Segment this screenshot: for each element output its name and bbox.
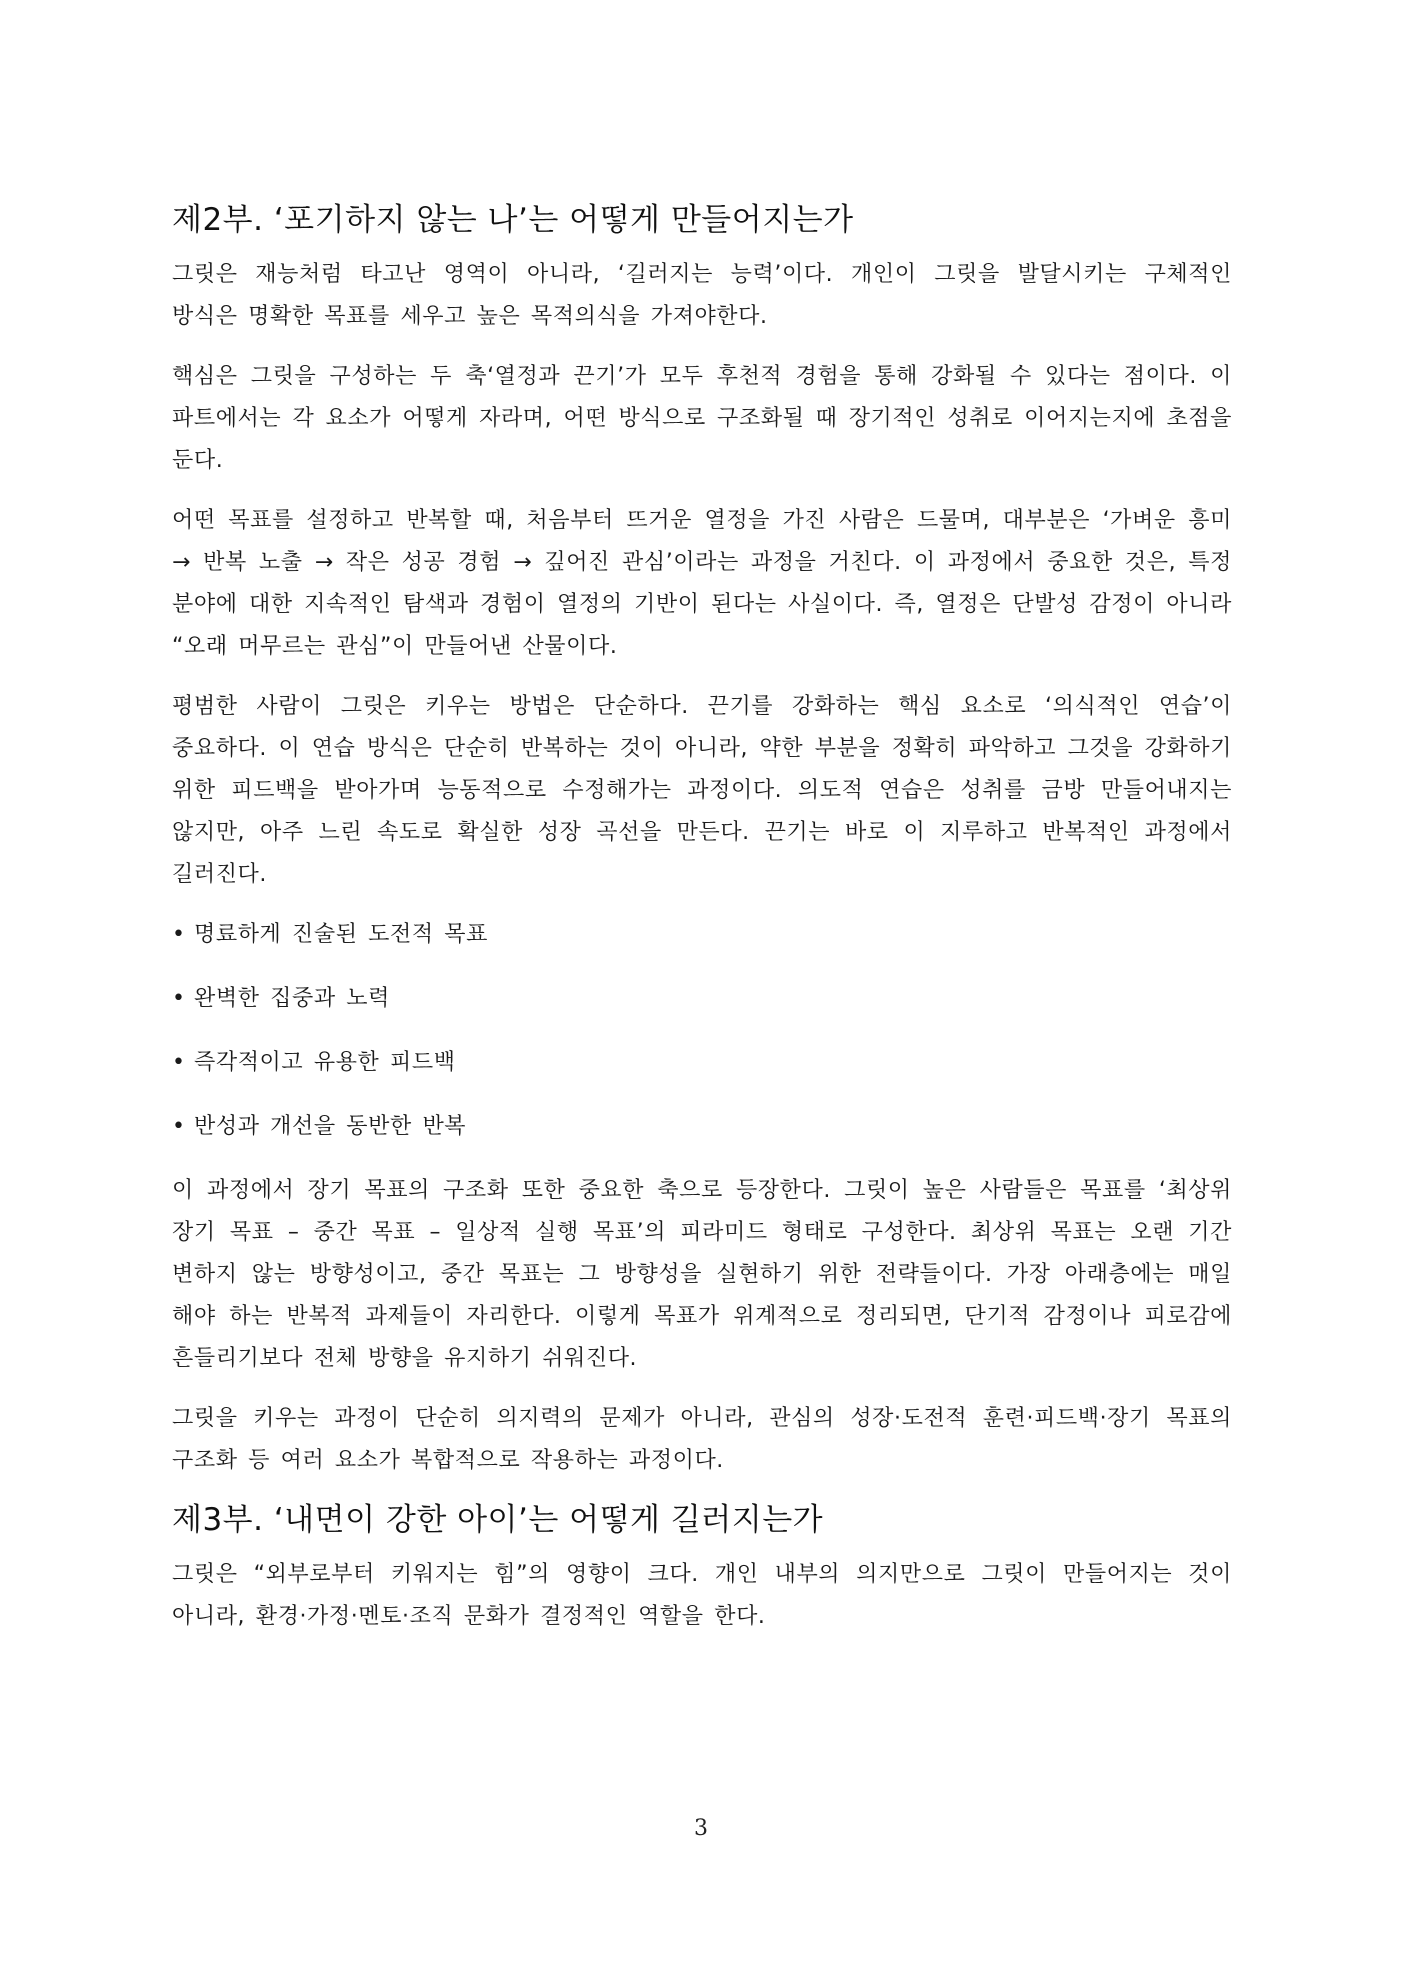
- bullet-icon: •: [172, 1114, 186, 1139]
- paragraph: 그릿은 재능처럼 타고난 영역이 아니라, ‘길러지는 능력’이다. 개인이 그릿을 발달시키는 구체적인 방식은 명확한 목표를 세우고 높은 목적의식을 가져야한다.: [172, 262, 1232, 329]
- paragraph: 그릿은 “외부로부터 키워지는 힘”의 영향이 크다. 개인 내부의 의지만으로 그릿이 만들어지는 것이 아니라, 환경·가정·멘토·조직 문화가 결정적인 역할을 한다.: [172, 1562, 1232, 1629]
- bullet-icon: •: [172, 986, 186, 1011]
- list-item-text: 반성과 개선을 동반한 반복: [194, 1114, 467, 1139]
- paragraph: 어떤 목표를 설정하고 반복할 때, 처음부터 뜨거운 열정을 가진 사람은 드물며, 대부분은 ‘가벼운 흥미 → 반복 노출 → 작은 성공 경험 → 깊어진 관심’이라는 과정을 거친다. 이 과정에서 중요한 것은, 특정 분야에 대한 지속적인 탐색과 경험이 열정의 기반이 된다는 사실이다. 즉, 열정은 단발성 감정이 아니라 “오래 머무르는 관심”이 만들어낸 산물이다.: [172, 508, 1232, 659]
- paragraph: 이 과정에서 장기 목표의 구조화 또한 중요한 축으로 등장한다. 그릿이 높은 사람들은 목표를 ‘최상위 장기 목표 – 중간 목표 – 일상적 실행 목표’의 피라미드 형태로 구성한다. 최상위 목표는 오랜 기간 변하지 않는 방향성이고, 중간 목표는 그 방향성을 실현하기 위한 전략들이다. 가장 아래층에는 매일 해야 하는 반복적 과제들이 자리한다. 이렇게 목표가 위계적으로 정리되면, 단기적 감정이나 피로감에 흔들리기보다 전체 방향을 유지하기 쉬워진다.: [172, 1178, 1232, 1371]
- list-item-text: 명료하게 진술된 도전적 목표: [194, 922, 489, 947]
- section-2-title: 제2부. ‘포기하지 않는 나’는 어떻게 만들어지는가: [172, 202, 854, 238]
- page-number: 3: [694, 1816, 708, 1841]
- paragraph: 평범한 사람이 그릿은 키우는 방법은 단순하다. 끈기를 강화하는 핵심 요소로 ‘의식적인 연습’이 중요하다. 이 연습 방식은 단순히 반복하는 것이 아니라, 약한 부분을 정확히 파악하고 그것을 강화하기 위한 피드백을 받아가며 능동적으로 수정해가는 과정이다. 의도적 연습은 성취를 금방 만들어내지는 않지만, 아주 느린 속도로 확실한 성장 곡선을 만든다. 끈기는 바로 이 지루하고 반복적인 과정에서 길러진다.: [172, 694, 1232, 887]
- list-item: [172, 1106, 1232, 1148]
- list-item-text: 즉각적이고 유용한 피드백: [194, 1050, 456, 1075]
- practice-elements-list: [172, 914, 1232, 1148]
- list-item-text: 완벽한 집중과 노력: [194, 986, 391, 1011]
- document-page: [172, 200, 1232, 1656]
- list-item: [172, 914, 1232, 956]
- list-item: [172, 1042, 1232, 1084]
- list-item: [172, 978, 1232, 1020]
- bullet-icon: •: [172, 922, 186, 947]
- section-3-title: 제3부. ‘내면이 강한 아이’는 어떻게 길러지는가: [172, 1502, 824, 1538]
- paragraph: 그릿을 키우는 과정이 단순히 의지력의 문제가 아니라, 관심의 성장·도전적 훈련·피드백·장기 목표의 구조화 등 여러 요소가 복합적으로 작용하는 과정이다.: [172, 1406, 1232, 1473]
- paragraph: 핵심은 그릿을 구성하는 두 축‘열정과 끈기’가 모두 후천적 경험을 통해 강화될 수 있다는 점이다. 이 파트에서는 각 요소가 어떻게 자라며, 어떤 방식으로 구조화될 때 장기적인 성취로 이어지는지에 초점을 둔다.: [172, 364, 1232, 473]
- bullet-icon: •: [172, 1050, 186, 1075]
